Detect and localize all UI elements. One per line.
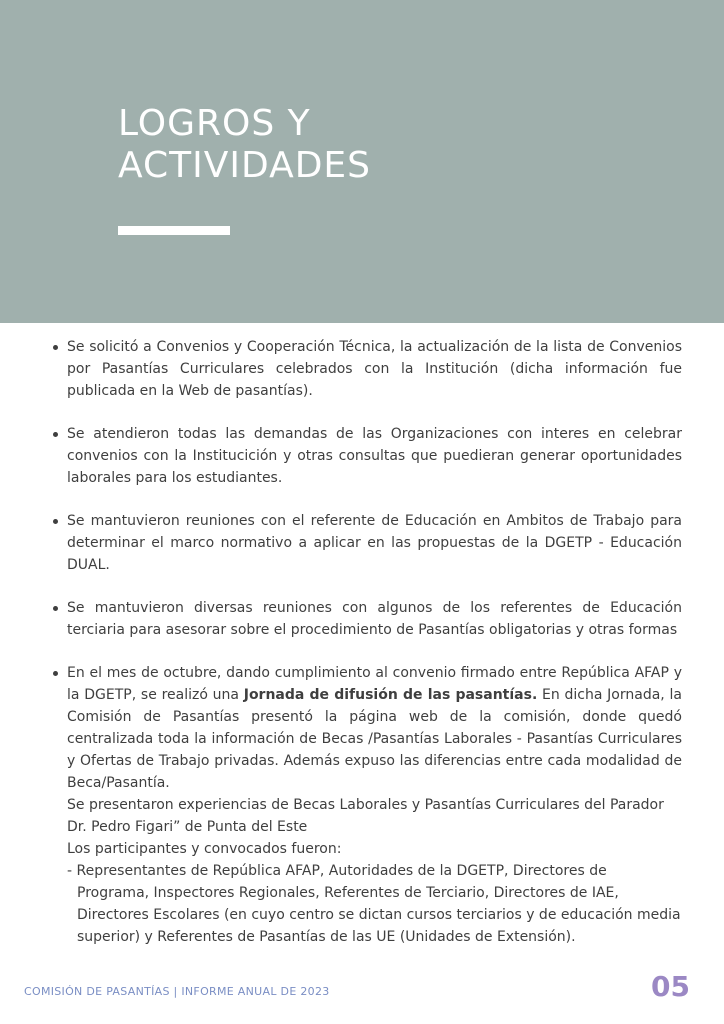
list-item-bold-text: Jornada de difusión de las pasantías.: [243, 687, 538, 703]
page-number: 05: [651, 970, 690, 1003]
list-item: [48, 597, 682, 641]
title-underline-divider: [118, 226, 230, 235]
list-item-text: En el mes de octubre, dando cumplimiento al convenio firmado entre República AFAP y la DGETP, se realizó una: [67, 665, 682, 703]
footer-report-label: COMISIÓN DE PASANTÍAS | INFORME ANUAL DE 2023: [24, 985, 330, 998]
page-title: [118, 103, 371, 187]
list-item-text: Se atendieron todas las demandas de las Organizaciones con interes en celebrar convenios con la Institucición y otras consultas que puedieran generar oportunidades laborales para los estudiantes.: [67, 426, 682, 486]
list-item-text: Se mantuvieron diversas reuniones con algunos de los referentes de Educación terciaria para asesorar sobre el procedimiento de Pasantías obligatorias y otras formas: [67, 600, 682, 638]
list-item: [48, 662, 682, 948]
list-item: [48, 510, 682, 576]
list-item-paragraph: Se presentaron experiencias de Becas Laborales y Pasantías Curriculares del Parador Dr. Pedro Figari” de Punta del Este: [67, 797, 664, 835]
list-item: [48, 336, 682, 402]
list-item-paragraph: Los participantes y convocados fueron:: [67, 841, 342, 857]
achievements-content: [48, 336, 682, 948]
page-title-line-2: ACTIVIDADES: [118, 145, 372, 186]
achievements-list: [48, 336, 682, 948]
participants-list-item: - Representantes de República AFAP, Autoridades de la DGETP, Directores de Programa, Inspectores Regionales, Referentes de Terciario, Directores de IAE, Directores Escolares (en cuyo centro se dictan cursos terciarios y de educación media superior) y Referentes de Pasantías de las UE (Unidades de Extensión).: [67, 863, 681, 945]
list-item-text-continued: En dicha Jornada, la Comisión de Pasantías presentó la página web de la comisión, donde quedó centralizada toda la información de Becas /Pasantías Laborales - Pasantías Curriculares y Ofertas de Trabajo privadas. Además expuso las diferencias entre cada modalidad de Beca/Pasantía.: [67, 687, 682, 791]
list-item-text: Se solicitó a Convenios y Cooperación Técnica, la actualización de la lista de Convenios por Pasantías Curriculares celebrados con la Institución (dicha información fue publicada en la Web de pasantías).: [67, 339, 682, 399]
list-item-text: Se mantuvieron reuniones con el referente de Educación en Ambitos de Trabajo para determinar el marco normativo a aplicar en las propuestas de la DGETP - Educación DUAL.: [67, 513, 682, 573]
page-title-line-1: LOGROS Y: [118, 103, 311, 144]
header-band: [0, 0, 724, 323]
list-item: [48, 423, 682, 489]
